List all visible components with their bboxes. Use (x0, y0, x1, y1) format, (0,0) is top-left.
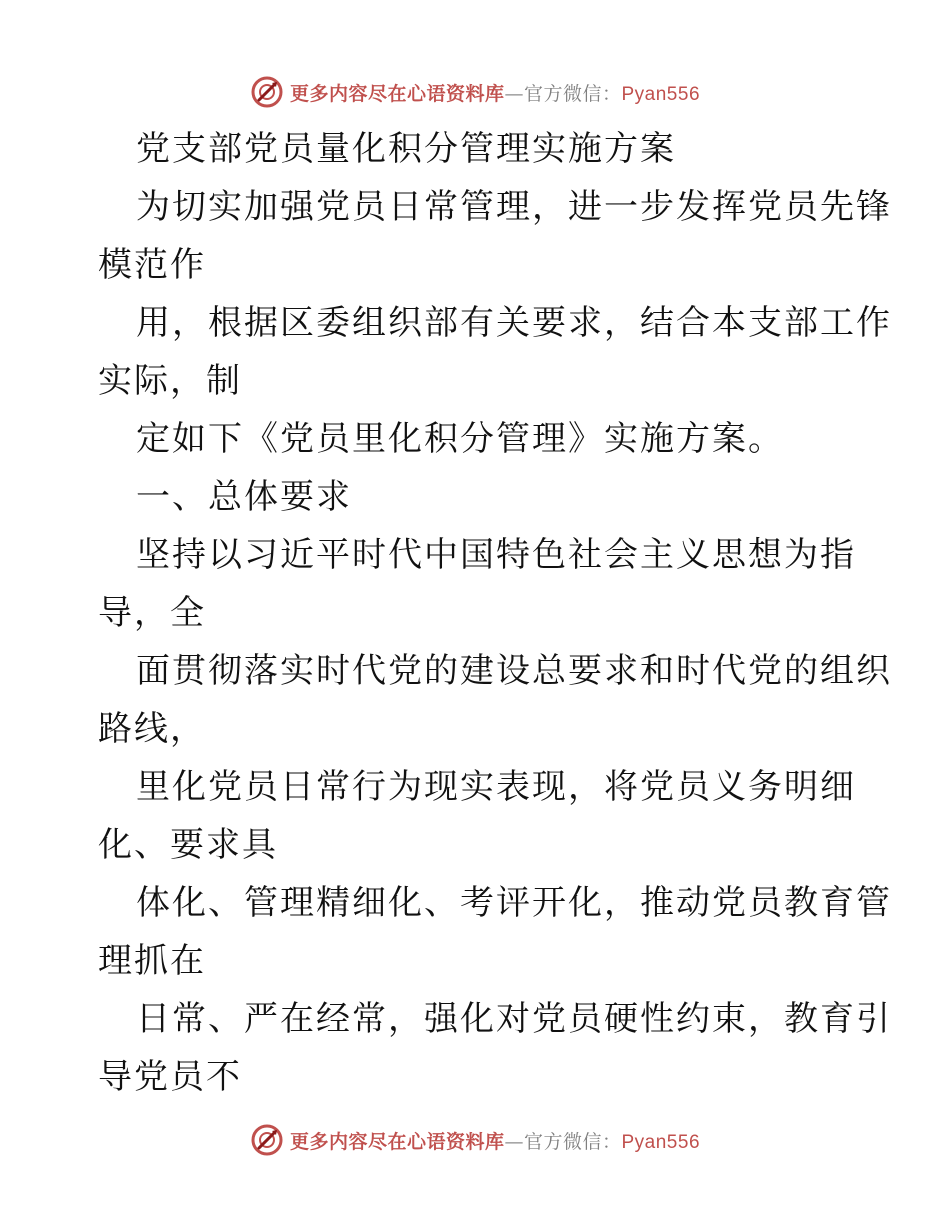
paragraph-line: 为切实加强党员日常管理，进一步发挥党员先锋 (136, 187, 892, 227)
paragraph-line: 模范作 (98, 245, 206, 285)
watermark-dash: — (504, 82, 524, 105)
watermark-wechat-id: Pyan556 (621, 83, 701, 105)
paragraph-line: 导，全 (98, 593, 206, 633)
header-watermark (0, 72, 950, 112)
paragraph-line: 日常、严在经常，强化对党员硬性约束，教育引 (136, 999, 892, 1039)
watermark-wechat-label: 官方微信： (523, 1130, 622, 1153)
footer-watermark (0, 1120, 950, 1160)
watermark-text (290, 79, 700, 106)
paragraph-line: 面贯彻落实时代党的建设总要求和时代党的组织 (136, 651, 892, 691)
paragraph-line: 化、要求具 (98, 825, 278, 865)
paragraph-line: 用，根据区委组织部有关要求，结合本支部工作 (136, 303, 892, 343)
watermark-wechat-id: Pyan556 (621, 1131, 701, 1153)
paragraph-line: 体化、管理精细化、考评开化，推动党员教育管 (136, 883, 892, 923)
section-heading: 一、总体要求 (136, 477, 352, 517)
paragraph-line: 路线， (98, 709, 206, 749)
document-title: 党支部党员量化积分管理实施方案 (136, 129, 676, 169)
watermark-dash: — (504, 1130, 524, 1153)
paragraph-line: 里化党员日常行为现实表现，将党员义务明细 (136, 767, 856, 807)
paragraph-line: 定如下《党员里化积分管理》实施方案。 (136, 419, 784, 459)
watermark-logo-icon (250, 1123, 284, 1157)
watermark-main: 更多内容尽在心语资料库 (289, 82, 505, 105)
watermark-text (290, 1127, 700, 1154)
paragraph-line: 实际，制 (98, 361, 242, 401)
watermark-main: 更多内容尽在心语资料库 (289, 1130, 505, 1153)
paragraph-line: 导党员不 (98, 1057, 242, 1097)
watermark-wechat-label: 官方微信： (523, 82, 622, 105)
paragraph-line: 坚持以习近平时代中国特色社会主义思想为指 (136, 535, 856, 575)
paragraph-line: 理抓在 (98, 941, 206, 981)
document-body (98, 120, 892, 1106)
watermark-logo-icon (250, 75, 284, 109)
